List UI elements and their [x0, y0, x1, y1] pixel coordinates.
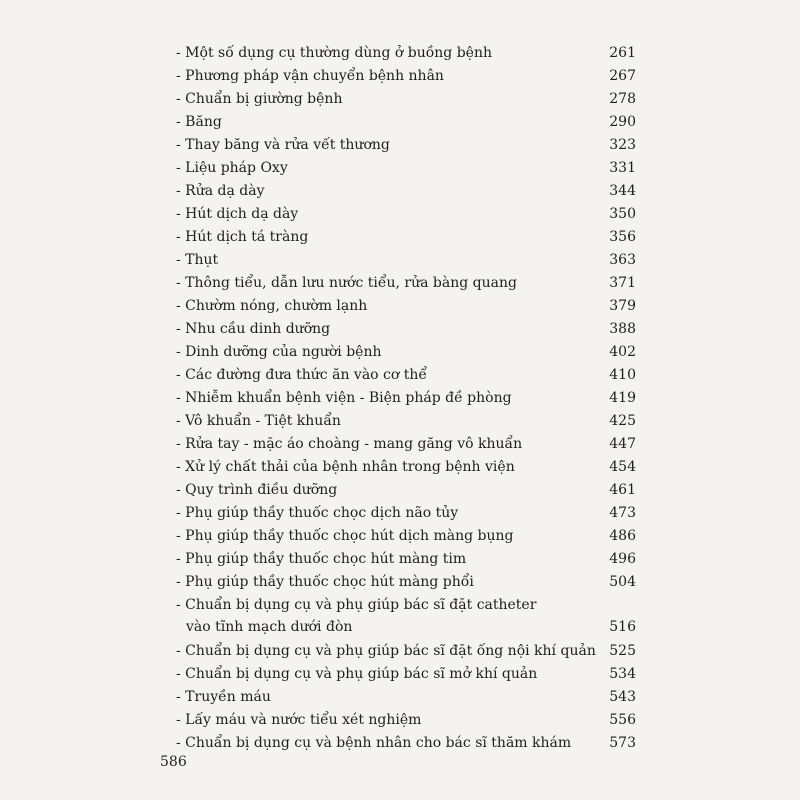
toc-entry-title: - Chườm nóng, chườm lạnh [176, 298, 368, 314]
toc-entry-page-number: 344 [609, 183, 636, 199]
toc-entry-title: - Thay băng và rửa vết thương [176, 137, 390, 153]
toc-entry-title: - Chuẩn bị dụng cụ và bệnh nhân cho bác sĩ thăm khám [176, 735, 572, 751]
toc-entry-title: - Chuẩn bị dụng cụ và phụ giúp bác sĩ đặt catheter [176, 597, 537, 613]
toc-entry-page-number: 363 [609, 252, 636, 268]
toc-entry-page-number: 410 [609, 367, 636, 383]
toc-entry-title: - Quy trình điều dưỡng [176, 482, 338, 498]
toc-entry-title: - Chuẩn bị dụng cụ và phụ giúp bác sĩ đặt ống nội khí quản [176, 643, 596, 659]
toc-entry-page-number: 525 [609, 643, 636, 659]
toc-entry-title: - Một số dụng cụ thường dùng ở buồng bệnh [176, 45, 492, 61]
toc-entry-page-number: 543 [609, 689, 636, 705]
toc-entry-page-number: 556 [609, 712, 636, 728]
toc-entry-title: - Nhu cầu dinh dưỡng [176, 321, 331, 337]
toc-entry-page-number: 504 [609, 574, 636, 590]
toc-entry-page-number: 447 [609, 436, 636, 452]
toc-entry-page-number: 473 [609, 505, 636, 521]
toc-entry-title: - Chuẩn bị giường bệnh [176, 91, 343, 107]
toc-entry-title: - Rửa tay - mặc áo choàng - mang găng vô khuẩn [176, 436, 523, 452]
toc-entry-title: - Chuẩn bị dụng cụ và phụ giúp bác sĩ mở khí quản [176, 666, 538, 682]
toc-entry-title: - Xử lý chất thải của bệnh nhân trong bệnh viện [176, 459, 515, 475]
toc-entry-title: - Truyền máu [176, 689, 271, 705]
toc-entry-title: - Thông tiểu, dẫn lưu nước tiểu, rửa bàng quang [176, 275, 517, 291]
toc-entry-page-number: 261 [609, 45, 636, 61]
toc-entry-page-number: 425 [609, 413, 636, 429]
toc-entry-title: - Các đường đưa thức ăn vào cơ thể [176, 367, 428, 383]
toc-entry-title: - Phụ giúp thầy thuốc chọc hút màng phổi [176, 574, 474, 590]
toc-entry-page-number: 267 [609, 68, 636, 84]
toc-entry-page-number: 496 [609, 551, 636, 567]
toc-entry-page-number: 534 [609, 666, 636, 682]
toc-entry-title: - Phương pháp vận chuyển bệnh nhân [176, 68, 444, 84]
toc-entry-title: - Hút dịch tá tràng [176, 229, 309, 245]
toc-entry-page-number: 323 [609, 137, 636, 153]
toc-entry-page-number: 290 [609, 114, 636, 130]
toc-entry-page-number: 419 [609, 390, 636, 406]
toc-entry-page-number: 454 [609, 459, 636, 475]
toc-entry-page-number: 573 [609, 735, 636, 751]
toc-entry-page-number: 350 [609, 206, 636, 222]
toc-entry-title: - Thụt [176, 252, 219, 268]
toc-entry-page-number: 356 [609, 229, 636, 245]
toc-entry-page-number: 516 [609, 619, 636, 635]
toc-entry-title: - Lấy máu và nước tiểu xét nghiệm [176, 712, 422, 728]
toc-entry-title: - Phụ giúp thầy thuốc chọc hút dịch màng bụng [176, 528, 514, 544]
toc-entry-title: - Rửa dạ dày [176, 183, 265, 199]
toc-entry-page-number: 331 [609, 160, 636, 176]
toc-entry-page-number: 461 [609, 482, 636, 498]
toc-entry-page-number: 402 [609, 344, 636, 360]
toc-entry-title: - Dinh dưỡng của người bệnh [176, 344, 382, 360]
toc-entry-title: - Liệu pháp Oxy [176, 160, 288, 176]
toc-entry-page-number: 379 [609, 298, 636, 314]
toc-entry-title: - Băng [176, 114, 222, 130]
page-number: 586 [160, 754, 187, 770]
toc-entry-title: - Phụ giúp thầy thuốc chọc hút màng tim [176, 551, 467, 567]
toc-entry-page-number: 486 [609, 528, 636, 544]
toc-entry-title-continued: vào tĩnh mạch dưới đòn [186, 619, 353, 635]
toc-entry-title: - Vô khuẩn - Tiệt khuẩn [176, 413, 341, 429]
toc-entry-page-number: 278 [609, 91, 636, 107]
toc-entry-title: - Phụ giúp thầy thuốc chọc dịch não tủy [176, 505, 459, 521]
toc-entry-title: - Hút dịch dạ dày [176, 206, 299, 222]
toc-entry-title: - Nhiễm khuẩn bệnh viện - Biện pháp đề phòng [176, 390, 512, 406]
toc-entry-page-number: 388 [609, 321, 636, 337]
toc-entry-page-number: 371 [609, 275, 636, 291]
